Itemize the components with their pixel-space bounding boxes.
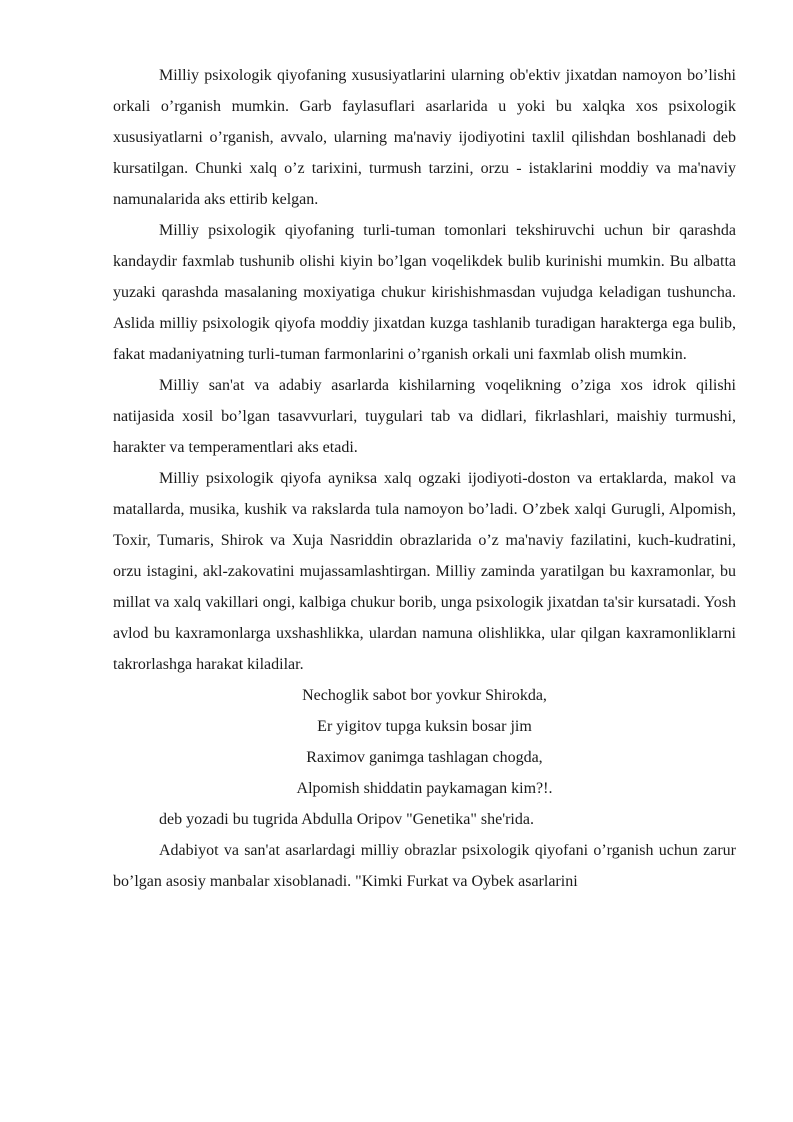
- poem-line-4: Alpomish shiddatin paykamagan kim?!.: [296, 780, 553, 797]
- poem-line-3: Raximov ganimga tashlagan chogda,: [306, 749, 543, 766]
- poem-quote: [113, 680, 736, 804]
- paragraph-5: deb yozadi bu tugrida Abdulla Oripov "Genetika" she'rida.: [159, 811, 534, 828]
- paragraph-3: Milliy san'at va adabiy asarlarda kishilarning voqelikning o’ziga xos idrok qilishi natijasida xosil bo’lgan tasavvurlari, tuygulari tab va didlari, fikrlashlari, maishiy turmushi, harakter va temperamentlari aks etadi.: [113, 377, 736, 456]
- paragraph-2: Milliy psixologik qiyofaning turli-tuman tomonlari tekshiruvchi uchun bir qarashda kandaydir faxmlab tushunib olishi kiyin bo’lgan voqelikdek bulib kurinishi mumkin. Bu albatta yuzaki qarashda masalaning moxiyatiga chukur kirishishmasdan vujudga keladigan tushuncha. Aslida milliy psixologik qiyofa moddiy jixatdan kuzga tashlanib turadigan harakterga ega bulib, fakat madaniyatning turli-tuman farmonlarini o’rganish orkali uni faxmlab olish mumkin.: [113, 222, 736, 363]
- poem-line-2: Er yigitov tupga kuksin bosar jim: [317, 718, 532, 735]
- paragraph-6: Adabiyot va san'at asarlardagi milliy obrazlar psixologik qiyofani o’rganish uchun zarur bo’lgan asosiy manbalar xisoblanadi. "Kimki Furkat va Oybek asarlarini: [113, 842, 736, 890]
- document-page: [113, 60, 736, 897]
- poem-line-1: Nechoglik sabot bor yovkur Shirokda,: [302, 687, 547, 704]
- paragraph-1: Milliy psixologik qiyofaning xususiyatlarini ularning ob'ektiv jixatdan namoyon bo’lishi orkali o’rganish mumkin. Garb faylasuflari asarlarida u yoki bu xalqka xos psixologik xususiyatlarni o’rganish, avvalo, ularning ma'naviy ijodiyotini taxlil qilishdan boshlanadi deb kursatilgan. Chunki xalq o’z tarixini, turmush tarzini, orzu - istaklarini moddiy va ma'naviy namunalarida aks ettirib kelgan.: [113, 67, 736, 208]
- paragraph-4: Milliy psixologik qiyofa ayniksa xalq ogzaki ijodiyoti-doston va ertaklarda, makol va matallarda, musika, kushik va rakslarda tula namoyon bo’ladi. O’zbek xalqi Gurugli, Alpomish, Toxir, Tumaris, Shirok va Xuja Nasriddin obrazlarida o’z ma'naviy fazilatini, kuch-kudratini, orzu istagini, akl-zakovatini mujassamlashtirgan. Milliy zaminda yaratilgan bu kaxramonlar, bu millat va xalq vakillari ongi, kalbiga chukur borib, unga psixologik jixatdan ta'sir kursatadi. Yosh avlod bu kaxramonlarga uxshashlikka, ulardan namuna olishlikka, ular qilgan kaxramonliklarni takrorlashga harakat kiladilar.: [113, 470, 736, 673]
